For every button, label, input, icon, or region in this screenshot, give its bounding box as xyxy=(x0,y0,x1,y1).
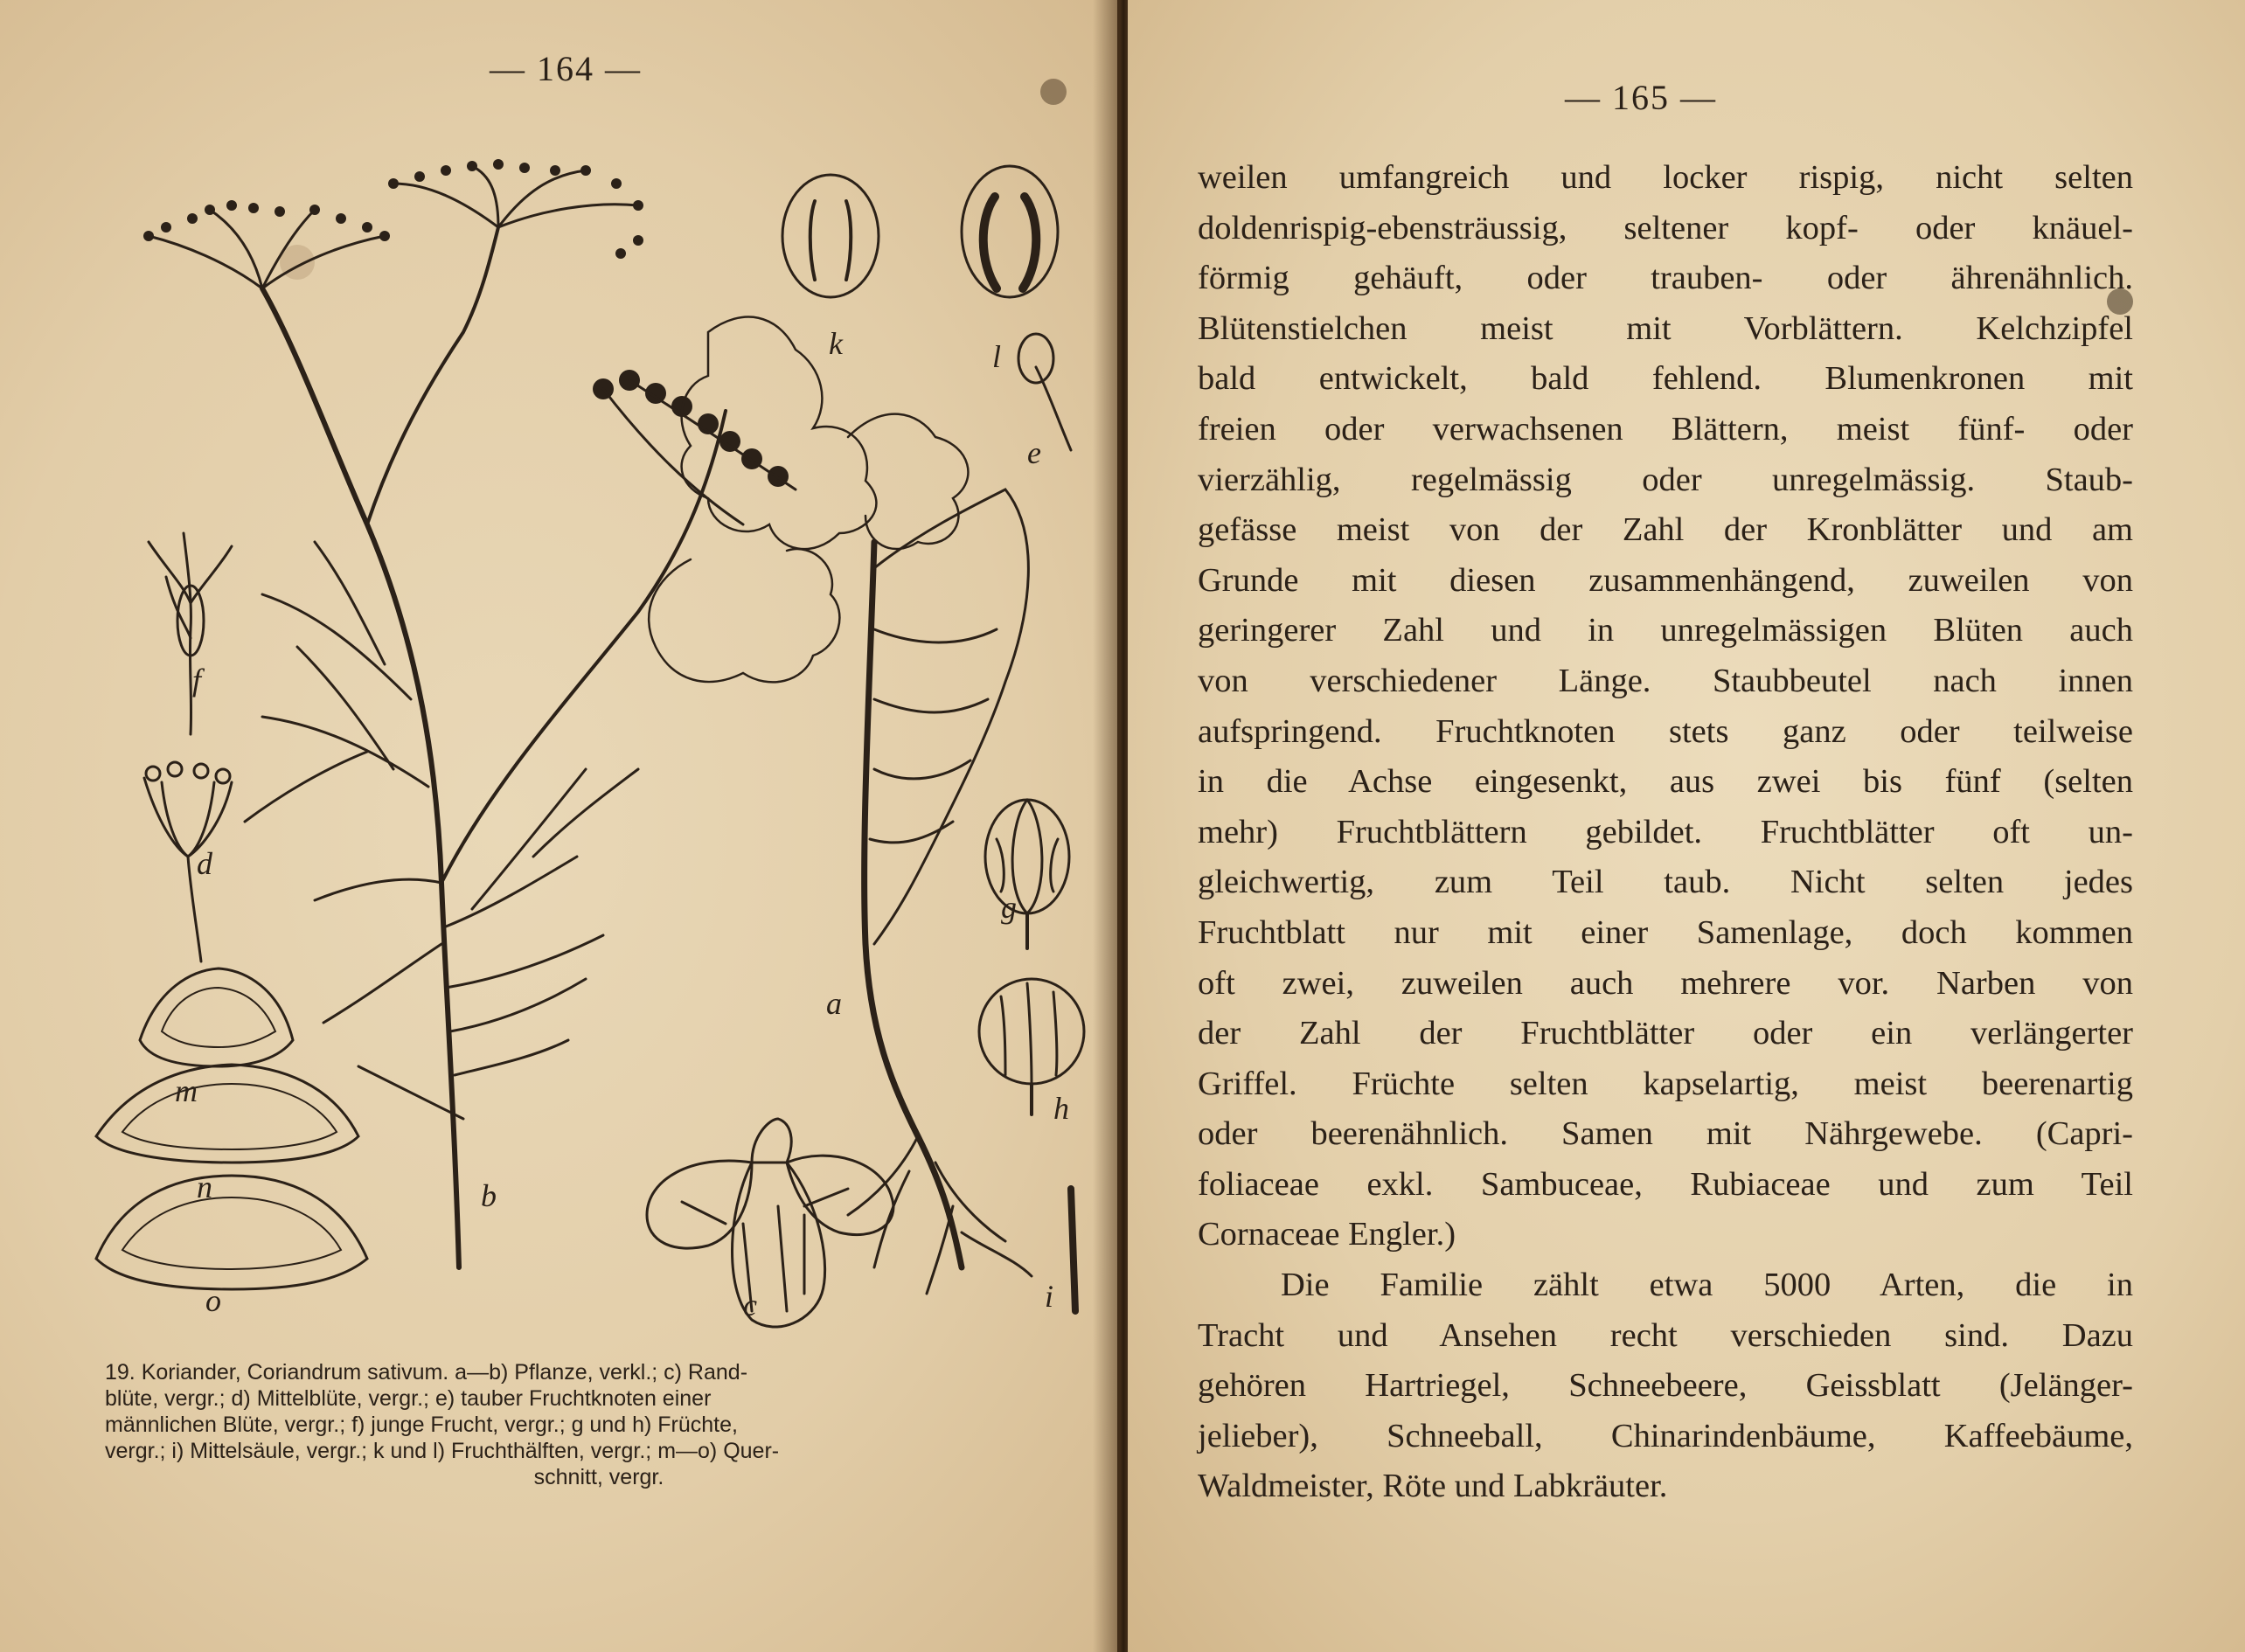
left-page xyxy=(0,0,1117,1652)
text-line: oder beerenähnlich. Samen mit Nährgewebe. (Capri- xyxy=(1198,1115,2133,1153)
caption-line: blüte, vergr.; d) Mittelblüte, vergr.; e) tauber Fruchtknoten einer xyxy=(105,1386,712,1411)
caption-line: 19. Koriander, Coriandrum sativum. a—b) Pflanze, verkl.; c) Rand- xyxy=(105,1360,748,1385)
text-line: Cornaceae Engler.) xyxy=(1198,1216,1456,1253)
paper-stain xyxy=(1040,79,1067,105)
text-line: geringerer Zahl und in unregelmässigen Blüten auch xyxy=(1198,612,2133,649)
text-line: freien oder verwachsenen Blättern, meist fünf- oder xyxy=(1198,410,2133,448)
text-line: Grunde mit diesen zusammenhängend, zuweilen von xyxy=(1198,561,2133,599)
text-line: doldenrispig-ebensträussig, seltener kopf- oder knäuel- xyxy=(1198,209,2133,246)
text-line: Blütenstielchen meist mit Vorblättern. Kelchzipfel xyxy=(1198,309,2133,347)
caption-line: schnitt, vergr. xyxy=(533,1465,664,1489)
text-line: gefässe meist von der Zahl der Kronblätter und am xyxy=(1198,511,2133,549)
figure-label: k xyxy=(829,326,843,361)
caption-line: vergr.; i) Mittelsäule, vergr.; k und l) Fruchthälften, vergr.; m—o) Quer- xyxy=(105,1439,780,1463)
figure-label: e xyxy=(1027,435,1041,470)
text-line: weilen umfangreich und locker rispig, nicht selten xyxy=(1198,159,2133,196)
figure-label: c xyxy=(743,1288,757,1322)
text-line: Fruchtblatt nur mit einer Samenlage, doch kommen xyxy=(1198,913,2133,951)
text-line: vierzählig, regelmässig oder unregelmässig. Staub- xyxy=(1198,461,2133,498)
caption-line: männlichen Blüte, vergr.; f) junge Frucht, vergr.; g und h) Früchte, xyxy=(105,1413,738,1437)
text-line: bald entwickelt, bald fehlend. Blumenkronen mit xyxy=(1198,360,2133,398)
text-line: Griffel. Früchte selten kapselartig, meist beerenartig xyxy=(1198,1065,2133,1102)
text-line: gleichwertig, zum Teil taub. Nicht selten jedes xyxy=(1198,864,2133,901)
text-line: von verschiedener Länge. Staubbeutel nach innen xyxy=(1198,662,2133,699)
figure-label: l xyxy=(992,339,1002,374)
text-line: Tracht und Ansehen recht verschieden sind. Dazu xyxy=(1198,1316,2133,1354)
figure-label: i xyxy=(1045,1279,1054,1314)
right-page xyxy=(1128,0,2245,1652)
body-text xyxy=(1198,153,2133,1512)
figure-caption xyxy=(105,1359,1093,1490)
figure-label: h xyxy=(1053,1091,1069,1126)
text-line: der Zahl der Fruchtblätter oder ein verlängerter xyxy=(1198,1015,2133,1052)
figure-label: g xyxy=(1001,890,1017,925)
text-line: in die Achse eingesenkt, aus zwei bis fünf (selten xyxy=(1198,763,2133,801)
figure-label: d xyxy=(197,846,212,881)
figure-label: o xyxy=(205,1283,221,1318)
text-line: Waldmeister, Röte und Labkräuter. xyxy=(1198,1468,1668,1505)
figure-label: a xyxy=(826,986,842,1021)
figure-label: n xyxy=(197,1170,212,1204)
text-line: Die Familie zählt etwa 5000 Arten, die in xyxy=(1281,1267,2133,1304)
figure-label: b xyxy=(481,1178,497,1213)
text-line: mehr) Fruchtblättern gebildet. Fruchtblätter oft un- xyxy=(1198,813,2133,850)
text-line: jelieber), Schneeball, Chinarindenbäume, Kaffeebäume, xyxy=(1198,1417,2133,1454)
page-number-right: — 165 — xyxy=(1565,78,1717,117)
text-line: förmig gehäuft, oder trauben- oder ährenähnlich. xyxy=(1198,260,2133,297)
text-line: foliaceae exkl. Sambuceae, Rubiaceae und zum Teil xyxy=(1198,1165,2133,1203)
page-number-left: — 164 — xyxy=(490,49,642,88)
text-line: aufspringend. Fruchtknoten stets ganz oder teilweise xyxy=(1198,712,2133,750)
text-line: gehören Hartriegel, Schneebeere, Geissblatt (Jelänger- xyxy=(1198,1367,2133,1405)
coriander-illustration xyxy=(79,157,1102,1355)
botanical-plate xyxy=(79,157,1102,1355)
figure-label: m xyxy=(175,1073,198,1108)
figure-label: f xyxy=(192,663,202,698)
text-line: oft zwei, zuweilen auch mehrere vor. Narben von xyxy=(1198,964,2133,1002)
